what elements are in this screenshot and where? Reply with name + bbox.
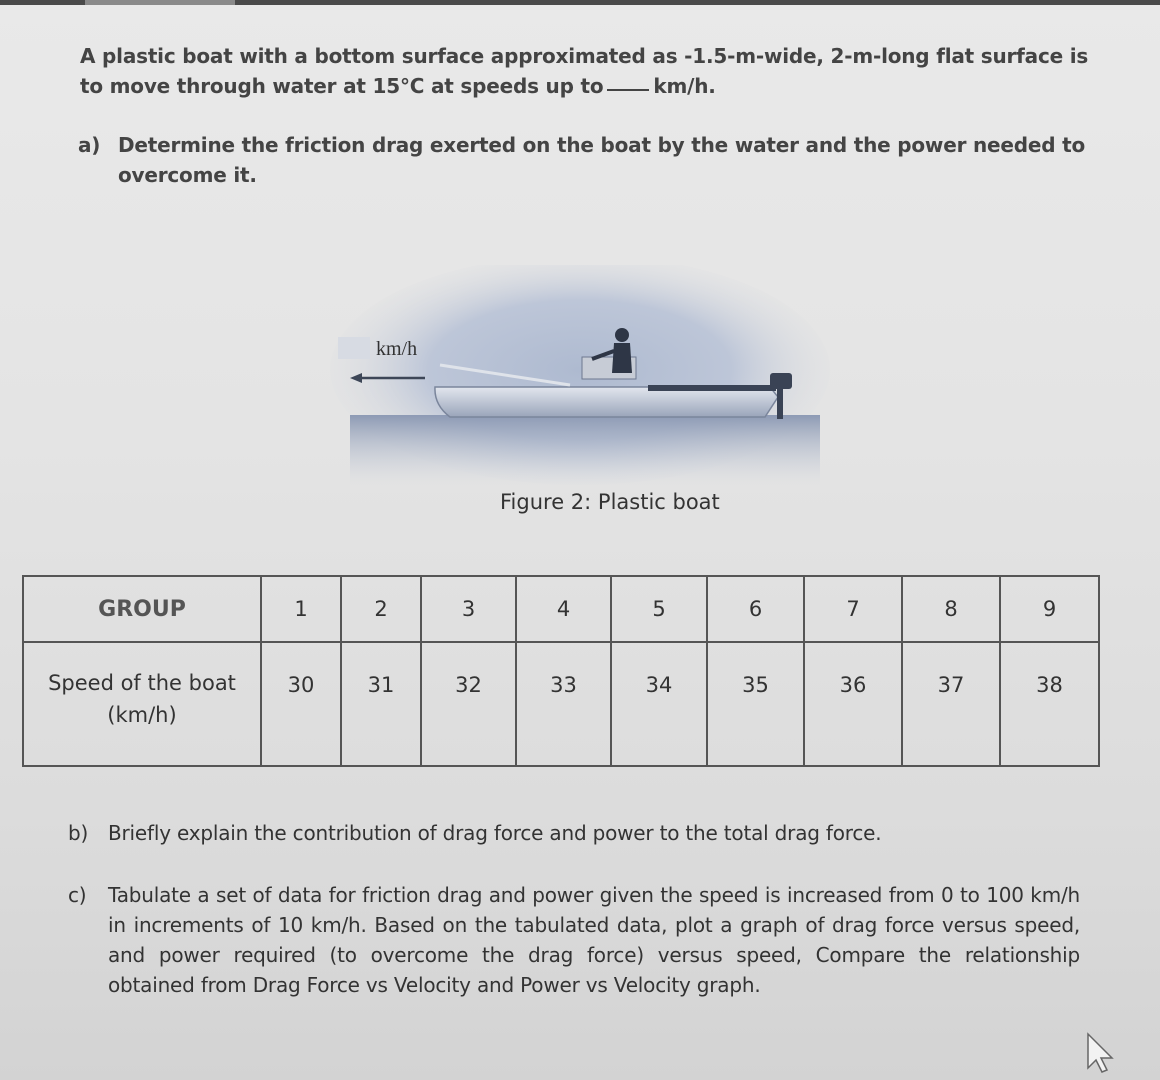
table-header-row — [23, 576, 1099, 642]
group-number: 1 — [261, 576, 341, 642]
speed-blank — [607, 75, 649, 91]
question-b-letter: b) — [68, 821, 89, 845]
speed-value: 32 — [421, 642, 516, 766]
question-b — [68, 818, 1078, 848]
group-header-label: GROUP — [23, 576, 261, 642]
group-number: 6 — [707, 576, 804, 642]
problem-intro — [80, 41, 1090, 101]
group-number: 4 — [516, 576, 611, 642]
question-c-text: Tabulate a set of data for friction drag and power given the speed is increased from 0 to 100 km/h in increments of 10 km/h. Based on the tabulated data, plot a graph of drag force versus speed, and power required (to overcome the drag force) versus speed, Compare the relationship obtained from Drag Force vs Velocity and Power vs Velocity graph. — [108, 883, 1080, 997]
question-a-text: Determine the friction drag exerted on the boat by the water and the power needed to overcome it. — [118, 133, 1086, 187]
top-edge-bar — [0, 0, 1160, 5]
speed-value: 33 — [516, 642, 611, 766]
speed-unit-label: km/h — [376, 338, 418, 360]
group-number: 5 — [611, 576, 707, 642]
driver-head — [615, 328, 629, 342]
group-number: 7 — [804, 576, 902, 642]
speed-value: 31 — [341, 642, 421, 766]
mouse-pointer-icon — [1080, 1030, 1120, 1075]
speed-value: 35 — [707, 642, 804, 766]
plastic-boat-figure — [330, 265, 830, 490]
question-a-letter: a) — [78, 133, 101, 157]
driver-body — [612, 343, 632, 373]
table-row — [23, 642, 1099, 766]
question-c-letter: c) — [68, 883, 87, 907]
water-surface — [350, 415, 820, 485]
hull-stripe — [648, 385, 776, 391]
speed-value: 34 — [611, 642, 707, 766]
speed-value: 37 — [902, 642, 1000, 766]
speed-value: 36 — [804, 642, 902, 766]
group-number: 3 — [421, 576, 516, 642]
speed-value-box — [338, 337, 370, 359]
boat-hull — [435, 387, 778, 417]
top-edge-mark — [85, 0, 235, 5]
group-number: 8 — [902, 576, 1000, 642]
question-b-text: Briefly explain the contribution of drag force and power to the total drag force. — [108, 821, 882, 845]
speed-row-label: Speed of the boat (km/h) — [23, 642, 261, 766]
intro-text: A plastic boat with a bottom surface approximated as -1.5-m-wide, 2-m-long flat surface is to move through water at 15°C at speeds up to — [80, 44, 1089, 98]
outboard-motor — [770, 373, 792, 389]
group-number: 2 — [341, 576, 421, 642]
question-a — [78, 130, 1088, 190]
group-number: 9 — [1000, 576, 1099, 642]
intro-unit: km/h. — [653, 74, 716, 98]
group-speed-table — [22, 575, 1100, 767]
speed-value: 30 — [261, 642, 341, 766]
motor-shaft — [777, 389, 783, 419]
boat-illustration — [330, 265, 830, 490]
speed-value: 38 — [1000, 642, 1099, 766]
question-c — [68, 880, 1080, 1000]
figure-caption: Figure 2: Plastic boat — [500, 490, 720, 514]
